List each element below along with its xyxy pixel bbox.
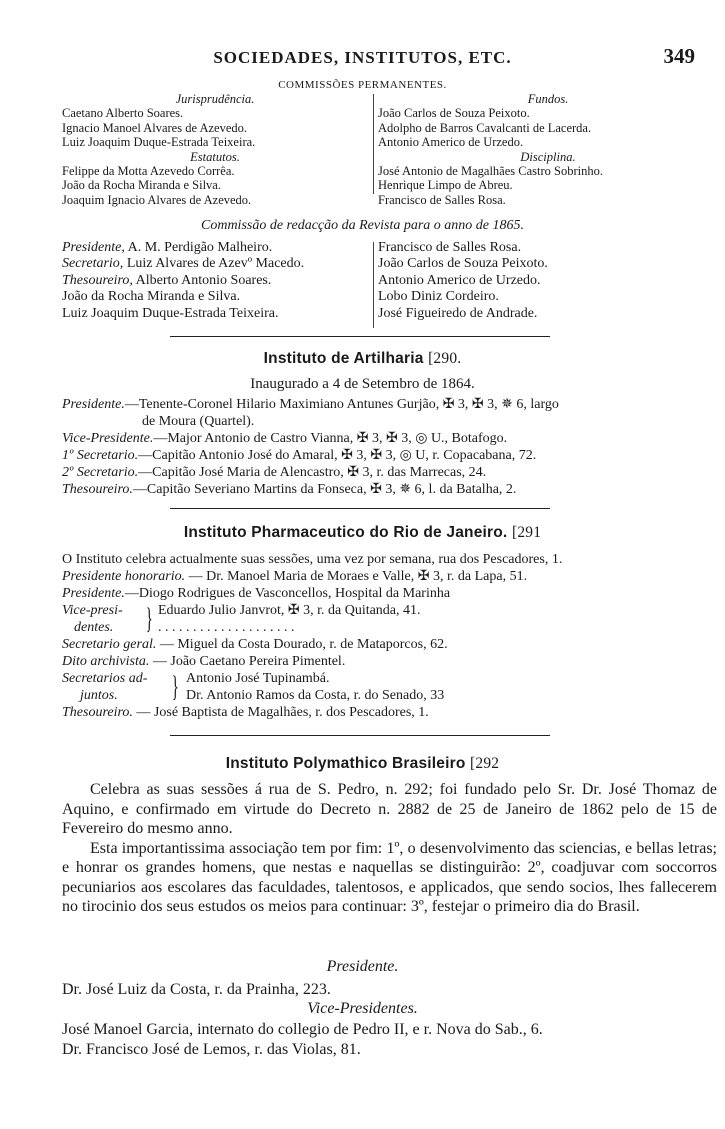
artilharia-entry [62, 413, 722, 430]
entry-role: 2º Secretario. [62, 465, 139, 480]
committee-member: Adolpho de Barros Cavalcanti de Lacerda. [378, 120, 592, 135]
revista-member: Lobo Diniz Cordeiro. [378, 289, 499, 305]
member-name: Luiz Alvares de Azevº Macedo. [126, 256, 305, 272]
revista-left-column [62, 240, 368, 322]
section-title-text: Instituto Pharmaceutico do Rio de Janeiro. [183, 524, 508, 541]
commissoes-heading: COMMISSÕES PERMANENTES. [278, 79, 447, 91]
revista-member [62, 273, 368, 289]
committee-subheading: Estatutos. [190, 149, 240, 164]
committee-member: Felippe da Motta Azevedo Corrêa. [62, 164, 235, 179]
paragraph: Celebra as suas sessões á rua de S. Pedro, n. 292; foi fundado pelo Sr. Dr. José Thomaz de Aquino, e confirmado em virtude do Decreto n. 2882 de 25 de Janeiro de 1862 pelo de 15 de Fevereiro do mesmo anno. [62, 781, 717, 837]
entry-role: 1º Secretario. [62, 448, 139, 463]
entry-text: —Capitão Antonio José do Amaral, ✠ 3, ✠ 3, ◎ U, r. Copacabana, 72. [138, 448, 537, 463]
artilharia-entry [62, 464, 722, 481]
member-name: João da Rocha Miranda e Silva. [62, 289, 241, 305]
committee-member: João da Rocha Miranda e Silva. [62, 178, 221, 193]
revista-member: Antonio Americo de Urzedo. [378, 272, 541, 288]
brace: } [171, 670, 179, 703]
entry-text: de Moura (Quartel). [142, 414, 255, 429]
member-name: Alberto Antonio Soares. [135, 272, 272, 288]
artilharia-entry [62, 447, 722, 464]
revista-member [62, 256, 368, 272]
revista-right-column [378, 240, 718, 322]
member-name: A. M. Perdigão Malheiro. [127, 240, 273, 255]
pharma-vice-role-2: dentes. [74, 620, 114, 635]
committee-member: Francisco de Salles Rosa. [378, 192, 506, 207]
vice-president-entry: Dr. Francisco José de Lemos, r. das Violas, 81. [62, 1041, 361, 1058]
commissoes-left-column [62, 92, 368, 207]
committee-member: João Carlos de Souza Peixoto. [378, 106, 530, 121]
revista-member: José Figueiredo de Andrade. [378, 305, 538, 321]
inauguration-line: Inaugurado a 4 de Setembro de 1864. [250, 376, 475, 392]
section-rule [170, 735, 550, 736]
pharma-president: Presidente.—Diogo Rodrigues de Vasconcellos, Hospital da Marinha [62, 586, 451, 601]
pharma-vice-1: Eduardo Julio Janvrot, ✠ 3, r. da Quitanda, 41. [158, 603, 421, 618]
page-number: 349 [663, 44, 695, 68]
revista-member [62, 240, 368, 256]
committee-member: José Antonio de Magalhães Castro Sobrinho. [378, 164, 603, 179]
column-divider [373, 94, 374, 194]
polymathico-body [62, 780, 717, 917]
pharma-adjunct-role: Secretarios ad- [62, 671, 148, 686]
member-role: Presidente, [62, 240, 125, 255]
section-number: [292 [470, 755, 500, 772]
entry-role: Thesoureiro. [62, 482, 133, 497]
member-role: Thesoureiro, [62, 272, 133, 288]
vice-presidents-heading: Vice-Presidentes. [307, 1000, 418, 1017]
pharma-adjunct-role-2: juntos. [80, 688, 118, 703]
pharma-intro: O Instituto celebra actualmente suas sessões, uma vez por semana, rua dos Pescadores, 1. [62, 552, 563, 567]
pharma-adjunct-2: Dr. Antonio Ramos da Costa, r. do Senado, 33 [186, 688, 445, 703]
artilharia-entries [62, 396, 722, 498]
pharma-honorary-president: Presidente honorario. — Dr. Manoel Maria de Moraes e Valle, ✠ 3, r. da Lapa, 51. [62, 569, 528, 584]
member-role: Secretario, [62, 256, 124, 272]
revista-member [62, 289, 368, 305]
pharma-treasurer: Thesoureiro. — José Baptista de Magalhães, r. dos Pescadores, 1. [62, 705, 429, 720]
pharma-adjunct-1: Antonio José Tupinambá. [186, 671, 330, 686]
committee-member: Henrique Limpo de Abreu. [378, 178, 513, 193]
pharma-vice-role: Vice-presi- [62, 603, 123, 618]
entry-text: —Capitão José Maria de Alencastro, ✠ 3, r. das Marrecas, 24. [138, 465, 487, 480]
pharma-secretary: Secretario geral. — Miguel da Costa Dourado, r. de Mataporcos, 62. [62, 637, 448, 652]
entry-text: —Major Antonio de Castro Vianna, ✠ 3, ✠ 3, ◎ U., Botafogo. [153, 431, 508, 446]
vice-president-entry: José Manoel Garcia, internato do collegio de Pedro II, e r. Nova do Sab., 6. [62, 1021, 543, 1038]
president-entry: Dr. José Luiz da Costa, r. da Prainha, 223. [62, 981, 331, 998]
commissoes-right-column [378, 92, 718, 207]
member-name: Luiz Joaquim Duque-Estrada Teixeira. [62, 305, 279, 321]
committee-member: Luiz Joaquim Duque-Estrada Teixeira. [62, 135, 256, 150]
committee-member: Ignacio Manoel Alvares de Azevedo. [62, 120, 248, 135]
section-number: [291 [511, 524, 542, 541]
running-head: SOCIEDADES, INSTITUTOS, ETC. [213, 48, 512, 67]
paragraph: Esta importantissima associação tem por fim: 1º, o desenvolvimento das sciencias, e bellas letras; e honrar os grandes homens, que nestas e naquellas se distinguirão: 2º, coadjuvar com soccorros pecuniarios aos escolares das faculdades, talentosos, e applicados, que sendo socios, lhes fallecerem no tirocinio dos seus estudos os meios para continuar: 3º, festejar o primeiro dia do Brasil. [62, 839, 717, 915]
section-rule [170, 336, 550, 337]
president-heading: Presidente. [326, 958, 399, 975]
section-number: [290. [428, 350, 462, 367]
section-title-pharmaceutico [0, 524, 725, 542]
pharma-vice-2: . . . . . . . . . . . . . . . . . . . . [158, 620, 295, 635]
section-title-polymathico [0, 755, 725, 773]
artilharia-entry [62, 430, 722, 447]
artilharia-entry [62, 481, 722, 498]
committee-member: Joaquim Ignacio Alvares de Azevedo. [62, 192, 252, 207]
entry-role: Vice-Presidente. [62, 431, 154, 446]
entry-text: —Tenente-Coronel Hilario Maximiano Antunes Gurjão, ✠ 3, ✠ 3, ✵ 6, largo [124, 397, 559, 412]
revista-member [62, 306, 368, 322]
committee-member: Caetano Alberto Soares. [62, 106, 184, 121]
section-rule [170, 508, 550, 509]
column-divider [373, 242, 374, 328]
revista-heading: Commissão de redacção da Revista para o anno de 1865. [201, 218, 524, 233]
committee-subheading: Disciplina. [520, 149, 576, 164]
brace: } [145, 602, 153, 635]
entry-text: —Capitão Severiano Martins da Fonseca, ✠ 3, ✵ 6, l. da Batalha, 2. [132, 482, 517, 497]
revista-member: João Carlos de Souza Peixoto. [378, 256, 548, 272]
pharma-archivist: Dito archivista. — João Caetano Pereira Pimentel. [62, 654, 346, 669]
committee-subheading: Jurisprudência. [175, 92, 255, 106]
artilharia-entry [62, 396, 722, 413]
revista-member: Francisco de Salles Rosa. [378, 240, 522, 255]
committee-subheading: Fundos. [527, 92, 569, 106]
section-title-text: Instituto de Artilharia [263, 350, 424, 367]
committee-member: Antonio Americo de Urzedo. [378, 135, 524, 150]
section-title-artilharia [0, 350, 725, 368]
section-title-text: Instituto Polymathico Brasileiro [225, 755, 466, 772]
entry-role: Presidente. [62, 397, 125, 412]
